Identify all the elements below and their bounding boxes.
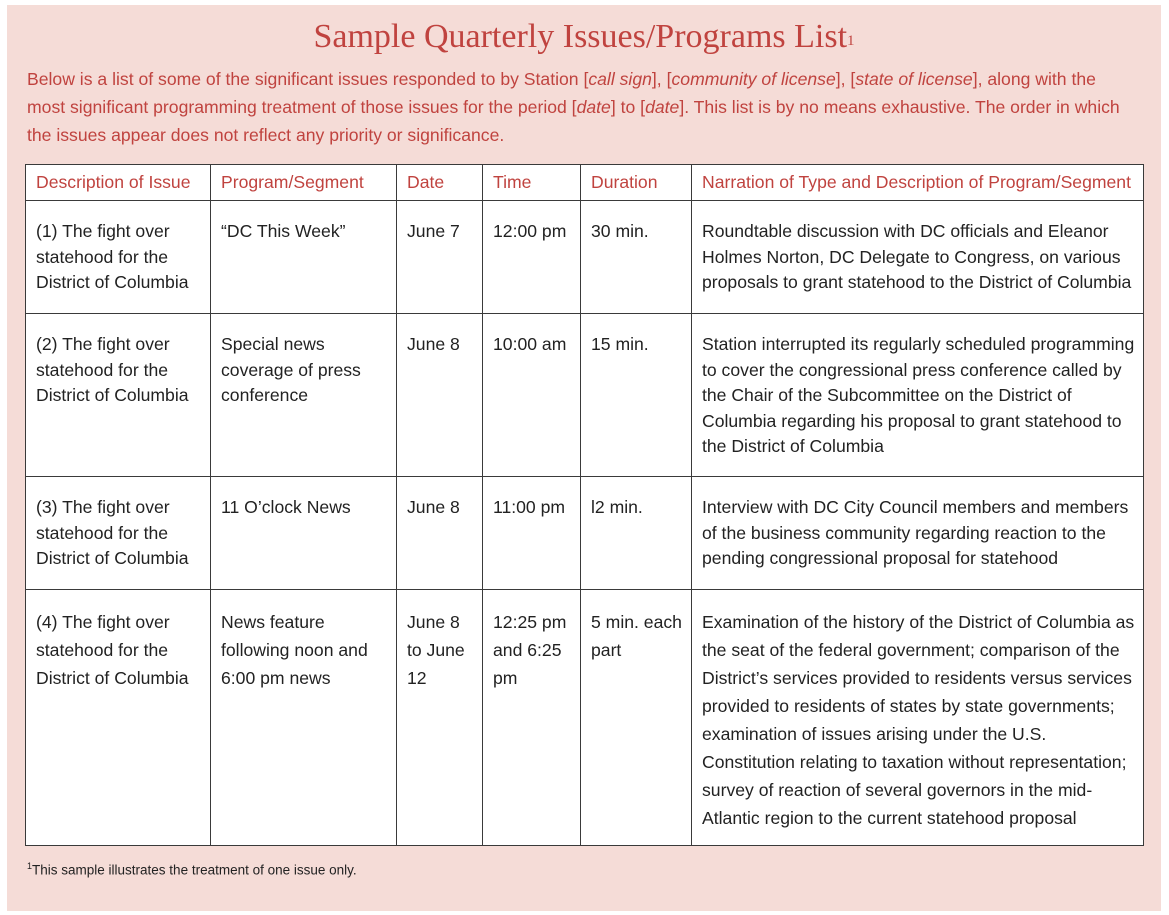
intro-paragraph xyxy=(27,65,1137,149)
cell-date: June 7 xyxy=(397,201,483,314)
intro-text: ] to [ xyxy=(610,97,646,117)
table-row xyxy=(26,201,1144,314)
placeholder-date-start: date xyxy=(576,97,611,117)
header-duration: Duration xyxy=(581,165,692,201)
cell-program: News feature following noon and 6:00 pm news xyxy=(211,590,397,846)
placeholder-community: community of license xyxy=(671,69,836,89)
cell-date: June 8 to June 12 xyxy=(397,590,483,846)
cell-program: Special news coverage of press conference xyxy=(211,314,397,477)
intro-text: ], along with the most significant programming treatment of those issues for the period [ xyxy=(27,69,1096,117)
placeholder-call-sign: call sign xyxy=(588,69,652,89)
intro-text: ], [ xyxy=(835,69,856,89)
issues-table xyxy=(25,164,1144,846)
title-footnote-mark: 1 xyxy=(847,33,855,49)
header-description: Description of Issue xyxy=(26,165,211,201)
table-row xyxy=(26,590,1144,846)
table-row xyxy=(26,314,1144,477)
cell-narration: Interview with DC City Council members and members of the business community regarding reaction to the pending congressional proposal for statehood xyxy=(692,477,1144,590)
document-panel xyxy=(7,5,1161,911)
header-time: Time xyxy=(483,165,581,201)
cell-time: 10:00 am xyxy=(483,314,581,477)
cell-narration: Roundtable discussion with DC officials and Eleanor Holmes Norton, DC Delegate to Congress, on various proposals to grant statehood to the District of Columbia xyxy=(692,201,1144,314)
cell-time: 12:00 pm xyxy=(483,201,581,314)
footnote-text: This sample illustrates the treatment of one issue only. xyxy=(32,862,357,878)
cell-issue: (4) The fight over statehood for the District of Columbia xyxy=(26,590,211,846)
cell-duration: 30 min. xyxy=(581,201,692,314)
placeholder-date-end: date xyxy=(645,97,680,117)
header-date: Date xyxy=(397,165,483,201)
footnote-mark: 1 xyxy=(27,861,33,871)
cell-program: “DC This Week” xyxy=(211,201,397,314)
title-text: Sample Quarterly Issues/Programs List xyxy=(313,18,848,55)
cell-date: June 8 xyxy=(397,477,483,590)
cell-issue: (1) The fight over statehood for the District of Columbia xyxy=(26,201,211,314)
placeholder-state: state of license xyxy=(855,69,973,89)
intro-text: Below is a list of some of the significant issues responded to by Station [ xyxy=(27,69,589,89)
table-row xyxy=(26,477,1144,590)
cell-duration: 15 min. xyxy=(581,314,692,477)
cell-program: 11 O’clock News xyxy=(211,477,397,590)
cell-date: June 8 xyxy=(397,314,483,477)
cell-narration: Station interrupted its regularly scheduled programming to cover the congressional press conference called by the Chair of the Subcommittee on the District of Columbia regarding his proposal to grant statehood to the District of Columbia xyxy=(692,314,1144,477)
cell-duration: 5 min. each part xyxy=(581,590,692,846)
cell-issue: (3) The fight over statehood for the District of Columbia xyxy=(26,477,211,590)
intro-text: ], [ xyxy=(651,69,672,89)
intro-text: ]. This list is by no means exhaustive. The order in which the issues appear does not reflect any priority or significance. xyxy=(27,97,1120,145)
table-header-row xyxy=(26,165,1144,201)
header-narration: Narration of Type and Description of Program/Segment xyxy=(692,165,1144,201)
header-program: Program/Segment xyxy=(211,165,397,201)
footnote xyxy=(27,861,357,878)
page-title xyxy=(7,17,1161,57)
cell-issue: (2) The fight over statehood for the District of Columbia xyxy=(26,314,211,477)
cell-duration: l2 min. xyxy=(581,477,692,590)
cell-time: 11:00 pm xyxy=(483,477,581,590)
cell-narration: Examination of the history of the District of Columbia as the seat of the federal government; comparison of the District’s services provided to residents versus services provided to residents of states by state governments; examination of issues arising under the U.S. Constitution relating to taxation without representation; survey of reaction of several governors in the mid-Atlantic region to the current statehood proposal xyxy=(692,590,1144,846)
cell-time: 12:25 pm and 6:25 pm xyxy=(483,590,581,846)
